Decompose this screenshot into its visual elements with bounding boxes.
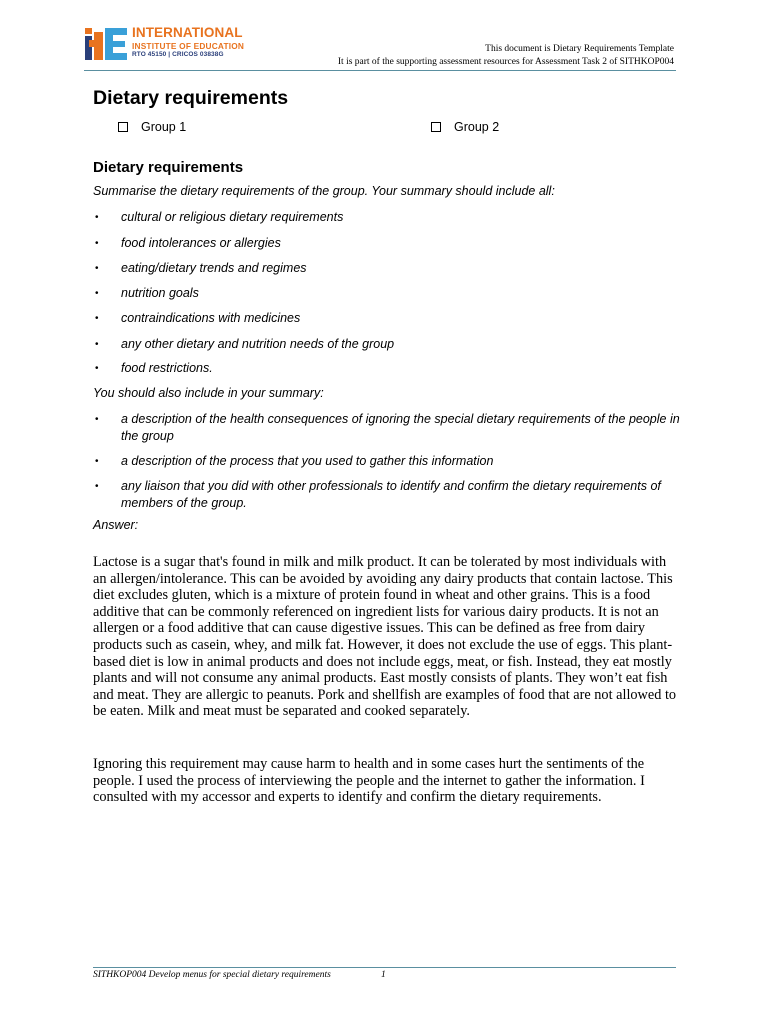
header-divider: [84, 70, 676, 71]
list-item: • any liaison that you did with other professionals to identify and confirm the dietary requirements of members of the group.: [95, 479, 661, 510]
bullet-icon: •: [95, 363, 99, 374]
answer-paragraph-1: Lactose is a sugar that's found in milk and milk product. It can be tolerated by most individuals with an allergen/intolerance. This can be avoided by avoiding any dairy products that contain lactose. This diet excludes gluten, which is a mixture of protein found in wheat and other grains. This is a food additive that can be commonly referenced on ingredient lists for various dairy products. It is not an allergen or a food additive that can cause digestive issues. This can be defined as free from dairy products such as casein, whey, and milk fat. However, it does not exclude the use of eggs. This plant-based diet is low in animal products and does not include eggs, meat, or fish. Instead, they eat mostly plants and will not consume any animal products. East mostly consists of plants. They won’t eat fish and meat. They are allergic to peanuts. Pork and shellfish are examples of food that are not allowed to be eaten. Milk and meat must be separated and cooked separately.: [93, 554, 677, 720]
also-include-intro: You should also include in your summary:: [93, 386, 324, 400]
logo-name-line2: INSTITUTE OF EDUCATION: [132, 40, 245, 51]
bullet-icon: •: [95, 288, 99, 299]
section-heading: Dietary requirements: [93, 159, 244, 176]
answer-label: Answer:: [93, 518, 139, 532]
list-item: • food intolerances or allergies: [95, 236, 281, 250]
group-2-label: Group 2: [454, 120, 500, 134]
group-1-option[interactable]: [118, 120, 186, 134]
footer-divider: [93, 967, 676, 968]
group-2-checkbox[interactable]: [431, 122, 441, 132]
institute-logo: [84, 26, 244, 62]
footer-text: SITHKOP004 Develop menus for special dietary requirements: [93, 970, 331, 980]
list-item: • eating/dietary trends and regimes: [95, 261, 307, 275]
bullet-icon: •: [95, 456, 99, 467]
logo-name-line1: INTERNATIONAL: [132, 25, 243, 40]
list-item: • a description of the health consequences of ignoring the special dietary requirements of the people in the group: [95, 412, 680, 443]
bullet-icon: •: [95, 339, 99, 350]
list-item: • food restrictions.: [95, 361, 213, 375]
logo-mark-icon: [84, 26, 129, 62]
list-item: • contraindications with medicines: [95, 311, 301, 325]
bullet-icon: •: [95, 212, 99, 223]
section-intro: Summarise the dietary requirements of the group. Your summary should include all:: [93, 184, 555, 198]
page-number: 1: [381, 970, 386, 980]
list-item: • nutrition goals: [95, 286, 199, 300]
answer-paragraph-2: Ignoring this requirement may cause harm to health and in some cases hurt the sentiments of the people. I used the process of interviewing the people and the internet to gather the information. I consulted with my accessor and experts to identify and confirm the dietary requirements.: [93, 756, 645, 806]
bullet-icon: •: [95, 481, 99, 492]
list-item: • cultural or religious dietary requirements: [95, 210, 344, 224]
bullet-icon: •: [95, 238, 99, 249]
header-line-2: It is part of the supporting assessment resources for Assessment Task 2 of SITHKOP004: [337, 57, 674, 67]
page-title: Dietary requirements: [93, 87, 289, 109]
bullet-icon: •: [95, 414, 99, 425]
group-1-label: Group 1: [141, 120, 187, 134]
group-1-checkbox[interactable]: [118, 122, 128, 132]
group-2-option[interactable]: [431, 120, 499, 134]
list-item: • any other dietary and nutrition needs of the group: [95, 337, 395, 351]
bullet-icon: •: [95, 263, 99, 274]
list-item: • a description of the process that you used to gather this information: [95, 454, 494, 468]
document-header: [338, 43, 674, 69]
header-line-1: This document is Dietary Requirements Template: [485, 44, 674, 54]
logo-rto-line: RTO 45150 | CRICOS 03838G: [132, 50, 224, 58]
bullet-icon: •: [95, 313, 99, 324]
